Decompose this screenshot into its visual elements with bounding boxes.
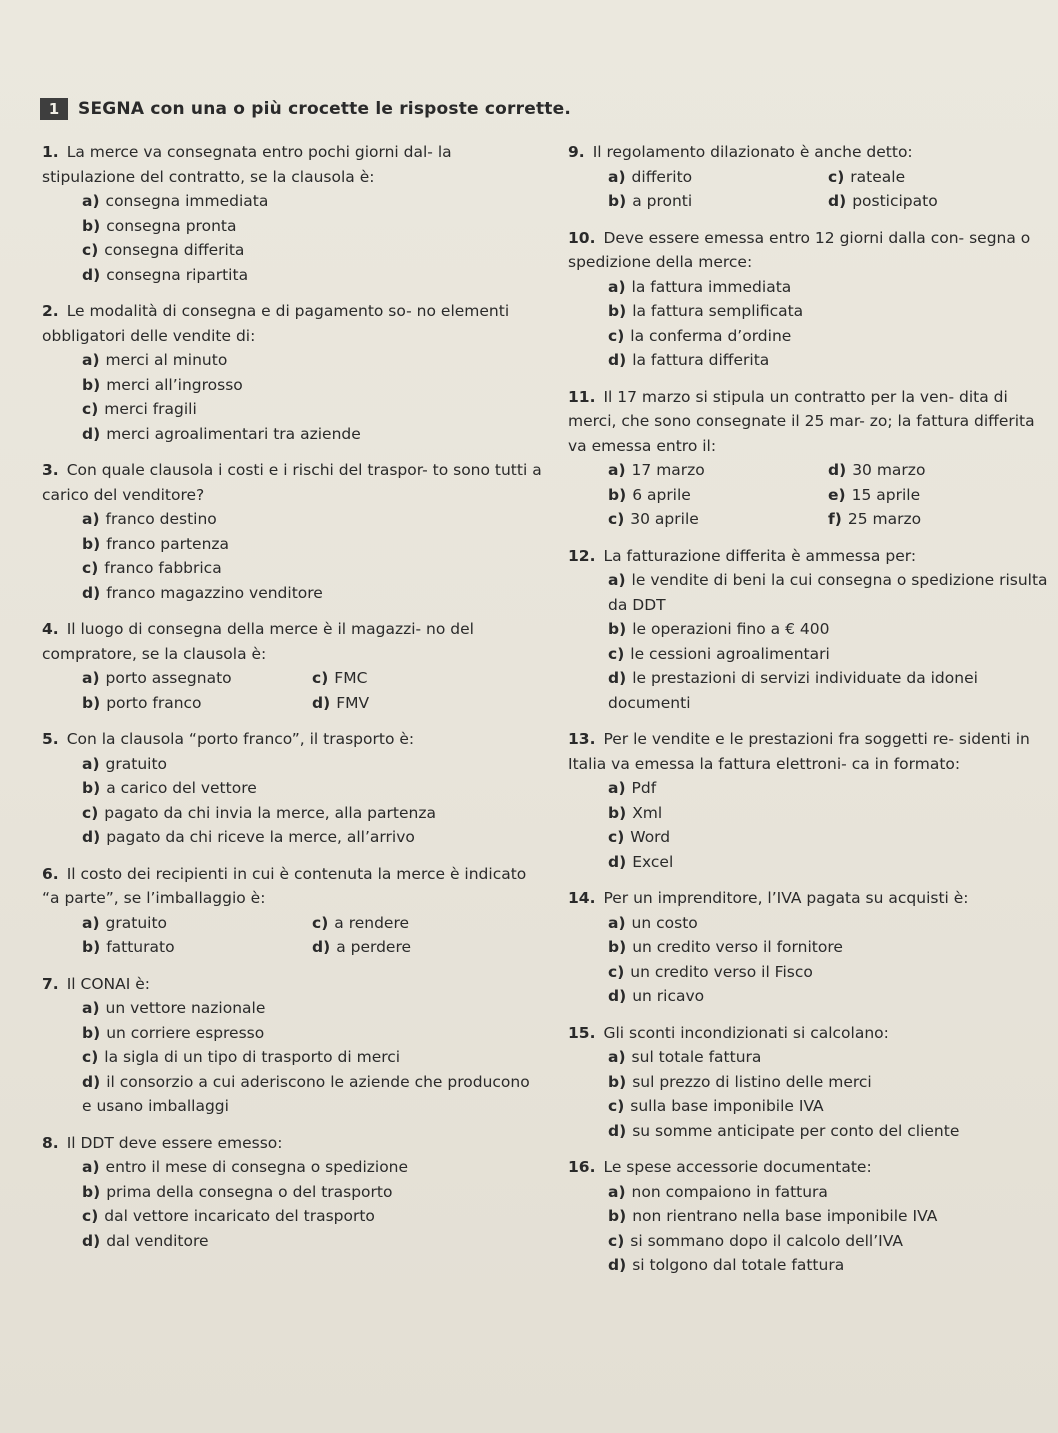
option-letter: d) (82, 265, 101, 284)
options-list (42, 911, 542, 960)
question-text (568, 1155, 1048, 1180)
option-text: FMV (336, 693, 370, 712)
option-letter: b) (82, 693, 101, 712)
option-text: merci all’ingrosso (106, 375, 243, 394)
option-letter: a) (82, 351, 100, 369)
answer-option[interactable] (42, 1070, 542, 1119)
option-text: la conferma d’ordine (630, 326, 792, 345)
question-15 (568, 1021, 1048, 1144)
option-text: il consorzio a cui aderiscono le aziende che producono e usano imballaggi (82, 1072, 530, 1115)
answer-option[interactable] (568, 801, 1048, 826)
answer-option[interactable] (42, 752, 542, 777)
option-text: rateale (850, 167, 906, 186)
option-letter: c) (828, 167, 845, 186)
answer-option[interactable] (42, 422, 542, 447)
option-letter: c) (82, 1048, 99, 1066)
question-10 (568, 226, 1048, 373)
option-text: 30 aprile (630, 510, 699, 528)
answer-option[interactable] (568, 299, 1048, 324)
option-text: pagato da chi invia la merce, alla partenza (104, 803, 436, 822)
option-letter: a) (82, 669, 100, 687)
question-5 (42, 727, 542, 850)
question-9 (568, 140, 1048, 214)
option-text: 25 marzo (847, 510, 922, 528)
option-letter: b) (608, 938, 627, 956)
question-2 (42, 299, 542, 446)
question-text (42, 1131, 542, 1156)
question-number: 13. (568, 730, 596, 748)
exercise-number-badge: 1 (40, 98, 68, 120)
option-text: merci agroalimentari tra aziende (106, 424, 361, 443)
answer-option[interactable] (608, 165, 828, 190)
option-text: Pdf (631, 779, 657, 797)
option-letter: a) (608, 1182, 626, 1201)
exercise-header (40, 98, 571, 120)
answer-option[interactable] (568, 850, 1048, 875)
question-prompt: Con la clausola “porto franco”, il trasporto è: (66, 730, 415, 748)
question-text (42, 862, 542, 911)
options-list (42, 348, 542, 446)
option-text: sul totale fattura (631, 1048, 762, 1066)
option-letter: b) (82, 216, 101, 235)
options-list (42, 996, 542, 1119)
answer-option[interactable] (42, 1045, 542, 1070)
answer-option[interactable] (42, 373, 542, 398)
answer-option[interactable] (42, 263, 542, 288)
option-text: la fattura differita (632, 351, 770, 369)
options-list (568, 275, 1048, 373)
option-text: un credito verso il fornitore (632, 938, 843, 956)
option-letter: b) (82, 779, 101, 797)
answer-option[interactable] (42, 214, 542, 239)
question-prompt: La fatturazione differita è ammessa per: (603, 546, 917, 565)
option-letter: d) (828, 192, 847, 210)
option-letter: a) (608, 1048, 626, 1066)
option-letter: c) (608, 326, 625, 345)
option-text: 6 aprile (632, 485, 691, 504)
option-text: FMC (334, 669, 368, 687)
options-list (42, 189, 542, 287)
options-list (42, 1155, 542, 1253)
option-text: pagato da chi riceve la merce, all’arrivo (106, 828, 415, 846)
options-list (568, 911, 1048, 1009)
answer-option[interactable] (82, 911, 312, 936)
option-letter: d) (82, 1072, 101, 1091)
answer-option[interactable] (828, 165, 1048, 190)
option-text: un credito verso il Fisco (630, 962, 813, 981)
question-text (42, 458, 542, 507)
question-7 (42, 972, 542, 1119)
question-text (42, 299, 542, 348)
question-number: 10. (568, 228, 596, 247)
option-letter: b) (608, 192, 627, 210)
option-text: entro il mese di consegna o spedizione (105, 1158, 409, 1176)
answer-option[interactable] (568, 1070, 1048, 1095)
option-text: franco fabbrica (104, 559, 222, 577)
option-text: le operazioni fino a € 400 (632, 620, 830, 638)
answer-option[interactable] (568, 1180, 1048, 1205)
option-text: consegna differita (104, 241, 245, 259)
question-prompt: Per le vendite e le prestazioni fra soggetti re- sidenti in Italia va emessa la fattura elettroni- ca in formato: (568, 730, 1030, 773)
option-letter: b) (608, 803, 627, 822)
left-column (42, 140, 542, 1265)
answer-option[interactable] (42, 776, 542, 801)
answer-option[interactable] (568, 666, 1048, 715)
question-text (568, 886, 1048, 911)
option-text: gratuito (105, 913, 168, 932)
option-letter: b) (82, 375, 101, 394)
option-letter: d) (608, 852, 627, 871)
answer-option[interactable] (568, 935, 1048, 960)
option-letter: b) (82, 1023, 101, 1042)
option-letter: a) (82, 999, 100, 1017)
options-list (568, 165, 1048, 214)
answer-option[interactable] (42, 1021, 542, 1046)
question-prompt: Gli sconti incondizionati si calcolano: (603, 1023, 889, 1042)
option-text: gratuito (105, 754, 168, 773)
option-text: porto assegnato (105, 669, 232, 687)
answer-option[interactable] (42, 238, 542, 263)
question-3 (42, 458, 542, 605)
answer-option[interactable] (608, 483, 828, 508)
answer-option[interactable] (42, 801, 542, 826)
answer-option[interactable] (828, 189, 1048, 214)
answer-option[interactable] (568, 324, 1048, 349)
option-text: consegna pronta (106, 216, 237, 235)
question-16 (568, 1155, 1048, 1278)
option-letter: a) (82, 510, 100, 528)
option-letter: c) (608, 1097, 625, 1115)
answer-option[interactable] (42, 1155, 542, 1180)
option-letter: c) (608, 644, 625, 663)
option-letter: d) (608, 669, 627, 687)
option-text: fatturato (106, 938, 175, 956)
answer-option[interactable] (568, 1253, 1048, 1278)
answer-option[interactable] (828, 507, 1048, 532)
option-letter: c) (82, 803, 99, 822)
option-text: un vettore nazionale (105, 999, 266, 1017)
answer-option[interactable] (568, 642, 1048, 667)
option-text: franco destino (105, 510, 217, 528)
answer-option[interactable] (568, 776, 1048, 801)
option-text: non compaiono in fattura (631, 1182, 828, 1201)
option-letter: a) (608, 461, 626, 479)
options-list (568, 776, 1048, 874)
option-text: Word (630, 828, 671, 846)
option-letter: c) (608, 1231, 625, 1250)
option-text: franco magazzino venditore (106, 583, 323, 602)
question-prompt: La merce va consegnata entro pochi giorni dal- la stipulazione del contratto, se la clausola è: (42, 143, 452, 186)
answer-option[interactable] (312, 935, 542, 960)
question-number: 2. (42, 302, 59, 320)
question-1 (42, 140, 542, 287)
option-text: si tolgono dal totale fattura (632, 1256, 845, 1274)
option-letter: d) (608, 987, 627, 1005)
answer-option[interactable] (608, 507, 828, 532)
question-prompt: Il costo dei recipienti in cui è contenuta la merce è indicato “a parte”, se l’imballaggio è: (42, 864, 527, 907)
option-text: a pronti (632, 192, 693, 210)
option-letter: c) (312, 669, 329, 687)
question-text (42, 140, 542, 189)
question-number: 16. (568, 1158, 596, 1176)
options-list (568, 458, 1048, 532)
option-letter: d) (82, 424, 101, 443)
answer-option[interactable] (42, 348, 542, 373)
option-text: a carico del vettore (106, 779, 257, 797)
option-text: non rientrano nella base imponibile IVA (632, 1207, 938, 1225)
question-text (568, 226, 1048, 275)
option-text: porto franco (106, 693, 202, 712)
question-8 (42, 1131, 542, 1254)
question-prompt: Deve essere emessa entro 12 giorni dalla con- segna o spedizione della merce: (568, 228, 1031, 271)
answer-option[interactable] (568, 1204, 1048, 1229)
option-text: sul prezzo di listino delle merci (632, 1072, 872, 1091)
answer-option[interactable] (312, 666, 542, 691)
answer-option[interactable] (312, 691, 542, 716)
question-number: 11. (568, 387, 596, 406)
option-text: posticipato (852, 192, 938, 210)
options-list (568, 568, 1048, 715)
question-number: 9. (568, 143, 585, 161)
answer-option[interactable] (42, 532, 542, 557)
answer-option[interactable] (608, 458, 828, 483)
option-letter: a) (608, 277, 626, 296)
question-prompt: Il 17 marzo si stipula un contratto per la ven- dita di merci, che sono consegnate il 25 mar- zo; la fattura differita va emessa entro il: (568, 387, 1035, 455)
option-letter: c) (608, 510, 625, 528)
question-number: 6. (42, 864, 59, 883)
answer-option[interactable] (568, 1094, 1048, 1119)
answer-option[interactable] (828, 483, 1048, 508)
options-list (42, 507, 542, 605)
option-text: Xml (632, 803, 663, 822)
question-text (568, 140, 1048, 165)
option-letter: b) (608, 485, 627, 504)
question-text (42, 727, 542, 752)
question-number: 3. (42, 461, 59, 479)
answer-option[interactable] (828, 458, 1048, 483)
answer-option[interactable] (82, 691, 312, 716)
answer-option[interactable] (568, 275, 1048, 300)
answer-option[interactable] (568, 568, 1048, 617)
option-letter: a) (82, 754, 100, 773)
option-letter: c) (608, 828, 625, 846)
option-text: un costo (631, 913, 698, 932)
question-text (42, 617, 542, 666)
options-list (42, 666, 542, 715)
answer-option[interactable] (568, 911, 1048, 936)
option-letter: b) (608, 1072, 627, 1091)
question-number: 8. (42, 1133, 59, 1152)
option-letter: a) (608, 571, 626, 589)
option-text: a perdere (336, 938, 412, 956)
option-letter: c) (312, 913, 329, 932)
answer-option[interactable] (568, 960, 1048, 985)
question-prompt: Con quale clausola i costi e i rischi del traspor- to sono tutti a carico del venditore? (42, 461, 542, 504)
option-text: consegna immediata (105, 192, 269, 210)
option-letter: a) (82, 192, 100, 210)
option-text: la fattura semplificata (632, 302, 804, 320)
answer-option[interactable] (42, 1180, 542, 1205)
question-number: 14. (568, 889, 596, 907)
question-number: 7. (42, 974, 59, 993)
answer-option[interactable] (42, 189, 542, 214)
option-letter: b) (82, 534, 101, 553)
answer-option[interactable] (42, 397, 542, 422)
question-13 (568, 727, 1048, 874)
option-text: si sommano dopo il calcolo dell’IVA (630, 1231, 903, 1250)
option-text: un ricavo (632, 987, 705, 1005)
answer-option[interactable] (568, 825, 1048, 850)
answer-option[interactable] (42, 1229, 542, 1254)
option-text: la fattura immediata (631, 277, 792, 296)
option-text: merci al minuto (105, 351, 228, 369)
answer-option[interactable] (568, 1229, 1048, 1254)
option-letter: b) (82, 1182, 101, 1201)
option-text: merci fragili (104, 400, 197, 418)
question-prompt: Le spese accessorie documentate: (603, 1158, 872, 1176)
option-letter: a) (608, 779, 626, 797)
answer-option[interactable] (312, 911, 542, 936)
question-number: 12. (568, 546, 596, 565)
option-letter: a) (82, 913, 100, 932)
option-text: su somme anticipate per conto del cliente (632, 1121, 960, 1140)
answer-option[interactable] (42, 581, 542, 606)
options-list (42, 752, 542, 850)
option-letter: a) (608, 913, 626, 932)
option-letter: c) (82, 241, 99, 259)
option-text: le prestazioni di servizi individuate da idonei documenti (608, 669, 978, 712)
option-text: sulla base imponibile IVA (630, 1097, 824, 1115)
option-letter: d) (82, 828, 101, 846)
option-letter: a) (608, 167, 626, 186)
question-number: 1. (42, 143, 59, 161)
option-text: le cessioni agroalimentari (630, 644, 830, 663)
option-text: 17 marzo (631, 461, 705, 479)
right-column (568, 140, 1048, 1290)
question-4 (42, 617, 542, 715)
question-number: 5. (42, 730, 59, 748)
option-letter: d) (608, 1121, 627, 1140)
question-6 (42, 862, 542, 960)
option-letter: e) (828, 485, 846, 504)
question-prompt: Il regolamento dilazionato è anche detto: (592, 143, 913, 161)
question-prompt: Le modalità di consegna e di pagamento so- no elementi obbligatori delle vendite di: (42, 302, 510, 345)
question-prompt: Il CONAI è: (66, 974, 150, 993)
option-letter: c) (608, 962, 625, 981)
option-letter: d) (82, 1231, 101, 1250)
option-text: dal vettore incaricato del trasporto (104, 1207, 375, 1225)
question-prompt: Il luogo di consegna della merce è il magazzi- no del compratore, se la clausola è: (42, 620, 474, 663)
answer-option[interactable] (568, 617, 1048, 642)
question-12 (568, 544, 1048, 716)
answer-option[interactable] (82, 935, 312, 960)
option-letter: b) (82, 938, 101, 956)
question-11 (568, 385, 1048, 532)
option-text: consegna ripartita (106, 265, 249, 284)
option-letter: c) (82, 559, 99, 577)
option-letter: b) (608, 620, 627, 638)
question-prompt: Il DDT deve essere emesso: (66, 1133, 283, 1152)
question-number: 15. (568, 1023, 596, 1042)
question-text (568, 385, 1048, 459)
answer-option[interactable] (608, 189, 828, 214)
option-letter: d) (82, 583, 101, 602)
option-text: le vendite di beni la cui consegna o spedizione risulta da DDT (608, 571, 1048, 614)
option-letter: f) (828, 510, 842, 528)
option-letter: d) (608, 351, 627, 369)
option-letter: a) (82, 1158, 100, 1176)
option-letter: b) (608, 1207, 627, 1225)
option-text: Excel (632, 852, 674, 871)
option-text: 15 aprile (851, 485, 921, 504)
question-14 (568, 886, 1048, 1009)
option-letter: b) (608, 302, 627, 320)
answer-option[interactable] (42, 556, 542, 581)
option-text: differito (631, 167, 693, 186)
option-letter: c) (82, 1207, 99, 1225)
option-letter: c) (82, 400, 99, 418)
option-text: un corriere espresso (106, 1023, 265, 1042)
question-text (568, 1021, 1048, 1046)
option-letter: d) (312, 938, 331, 956)
answer-option[interactable] (568, 1045, 1048, 1070)
answer-option[interactable] (42, 1204, 542, 1229)
option-text: 30 marzo (852, 461, 926, 479)
option-text: dal venditore (106, 1231, 209, 1250)
answer-option[interactable] (42, 996, 542, 1021)
options-list (568, 1180, 1048, 1278)
question-number: 4. (42, 620, 59, 638)
options-list (568, 1045, 1048, 1143)
answer-option[interactable] (42, 507, 542, 532)
answer-option[interactable] (82, 666, 312, 691)
question-prompt: Per un imprenditore, l’IVA pagata su acquisti è: (603, 889, 969, 907)
option-letter: d) (312, 693, 331, 712)
answer-option[interactable] (568, 1119, 1048, 1144)
option-text: franco partenza (106, 534, 230, 553)
option-text: prima della consegna o del trasporto (106, 1182, 393, 1201)
answer-option[interactable] (568, 348, 1048, 373)
question-text (42, 972, 542, 997)
answer-option[interactable] (568, 984, 1048, 1009)
question-text (568, 544, 1048, 569)
option-letter: d) (608, 1256, 627, 1274)
option-text: a rendere (334, 913, 410, 932)
question-text (568, 727, 1048, 776)
answer-option[interactable] (42, 825, 542, 850)
option-letter: d) (828, 461, 847, 479)
option-text: la sigla di un tipo di trasporto di merci (104, 1048, 401, 1066)
exercise-instruction: SEGNA con una o più crocette le risposte corrette. (78, 99, 571, 119)
